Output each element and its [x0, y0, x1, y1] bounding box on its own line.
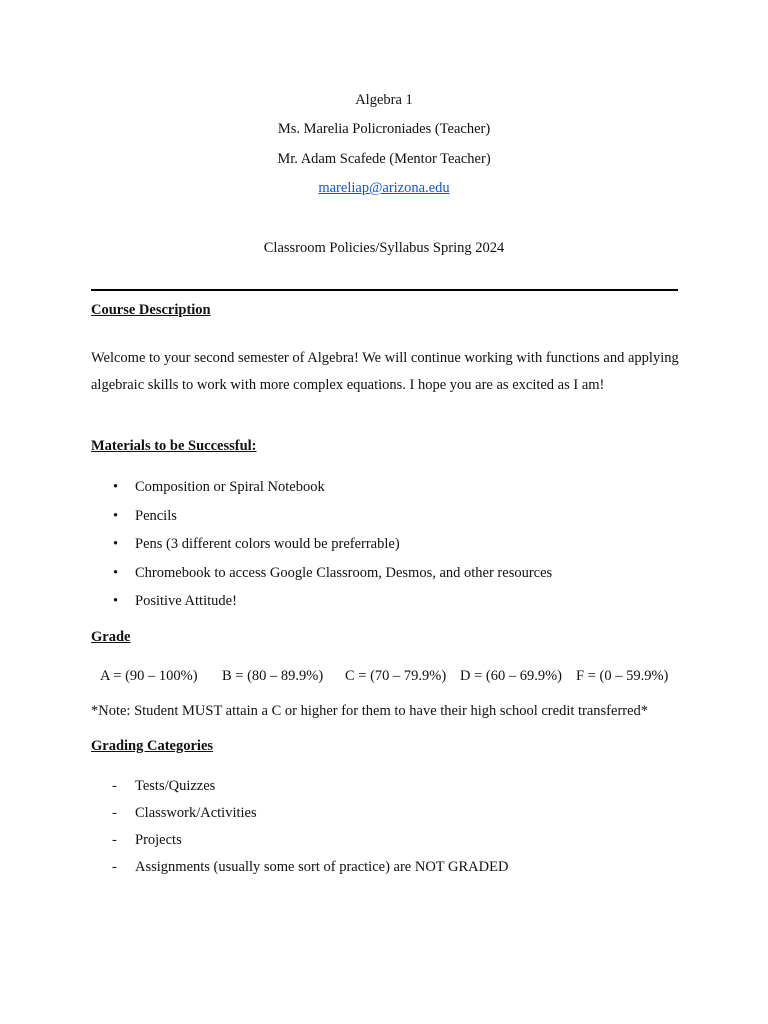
- section-divider: [91, 289, 678, 291]
- list-item-label: Projects: [135, 832, 182, 848]
- list-item: [91, 590, 552, 619]
- bullet-marker: •: [113, 593, 119, 609]
- dash-marker: -: [112, 805, 117, 821]
- dash-marker: -: [112, 832, 117, 848]
- syllabus-subtitle: Classroom Policies/Syllabus Spring 2024: [263, 240, 505, 256]
- list-item: [91, 505, 552, 534]
- course-description-text: Welcome to your second semester of Algebra! We will continue working with functions and applying algebraic skills to work with more complex equations. I hope you are as excited as I am!: [91, 350, 679, 393]
- list-item: [91, 829, 508, 856]
- list-item-label: Composition or Spiral Notebook: [135, 479, 325, 495]
- list-item: [91, 856, 508, 883]
- list-item: [91, 802, 508, 829]
- bullet-marker: •: [113, 536, 119, 552]
- materials-list: [91, 476, 552, 619]
- grade-c: C = (70 – 79.9%): [345, 668, 447, 684]
- list-item-label: Assignments (usually some sort of practice) are NOT GRADED: [135, 859, 509, 875]
- dash-marker: -: [112, 778, 117, 794]
- bullet-marker: •: [113, 479, 119, 495]
- grade-b: B = (80 – 89.9%): [222, 668, 324, 684]
- grade-note: *Note: Student MUST attain a C or higher for them to have their high school credit transferred*: [91, 703, 649, 719]
- list-item: [91, 533, 552, 562]
- email-container: [0, 180, 768, 197]
- grading-categories-list: [91, 775, 508, 883]
- list-item: [91, 562, 552, 591]
- list-item: [91, 476, 552, 505]
- list-item-label: Tests/Quizzes: [135, 778, 216, 794]
- bullet-marker: •: [113, 507, 119, 524]
- grade-f: F = (0 – 59.9%): [576, 668, 669, 684]
- list-item-label: Pencils: [135, 507, 177, 524]
- list-item-label: Pens (3 different colors would be preferrable): [135, 536, 400, 552]
- course-title: Algebra 1: [355, 92, 413, 108]
- list-item-label: Positive Attitude!: [135, 593, 237, 609]
- course-description-heading: Course Description: [91, 302, 211, 318]
- list-item: [91, 775, 508, 802]
- teacher-name: Ms. Marelia Policroniades (Teacher): [277, 121, 491, 137]
- materials-heading: Materials to be Successful:: [91, 438, 257, 454]
- email-link[interactable]: mareliap@arizona.edu: [318, 180, 450, 196]
- grading-categories-heading: Grading Categories: [91, 738, 214, 754]
- bullet-marker: •: [113, 564, 119, 581]
- mentor-teacher-name: Mr. Adam Scafede (Mentor Teacher): [277, 151, 491, 167]
- dash-marker: -: [112, 859, 117, 875]
- grade-a: A = (90 – 100%): [100, 668, 198, 684]
- grade-d: D = (60 – 69.9%): [460, 668, 563, 684]
- list-item-label: Classwork/Activities: [135, 805, 257, 821]
- list-item-label: Chromebook to access Google Classroom, Desmos, and other resources: [135, 564, 553, 581]
- grade-heading: Grade: [91, 629, 131, 645]
